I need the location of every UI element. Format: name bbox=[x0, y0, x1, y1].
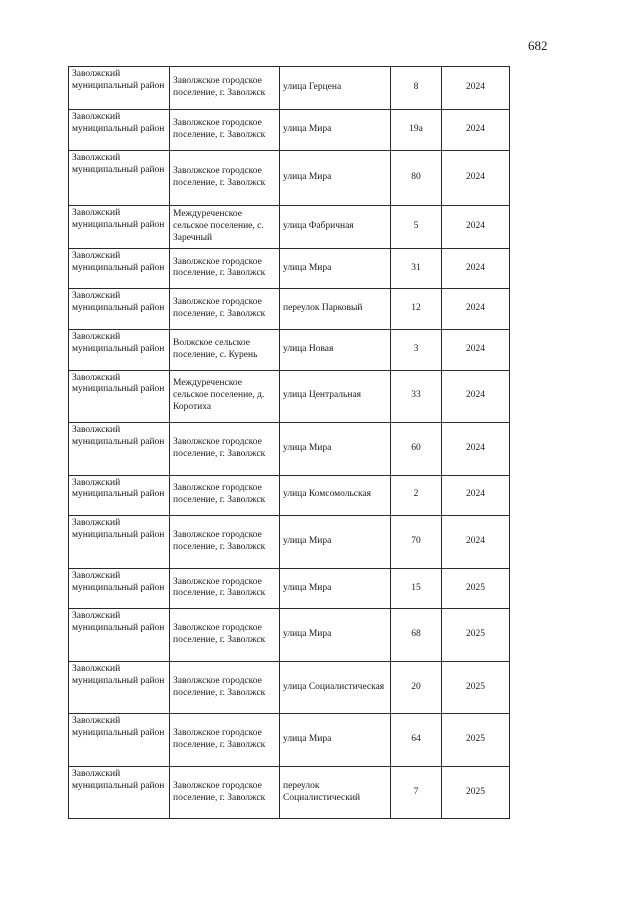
settlement-cell: Волжское сельское поселение, с. Курень bbox=[170, 329, 280, 370]
house-number-cell: 7 bbox=[391, 766, 442, 819]
district-cell: Заволжский муниципальный район bbox=[69, 714, 170, 767]
table-row bbox=[69, 661, 510, 714]
street-cell: улица Герцена bbox=[280, 67, 391, 110]
settlement-cell: Заволжское городское поселение, г. Заволжск bbox=[170, 110, 280, 151]
house-number-cell: 8 bbox=[391, 67, 442, 110]
district-cell: Заволжский муниципальный район bbox=[69, 150, 170, 205]
table-row bbox=[69, 67, 510, 110]
year-cell: 2024 bbox=[442, 67, 510, 110]
repair-schedule-table bbox=[68, 66, 510, 819]
settlement-cell: Заволжское городское поселение, г. Заволжск bbox=[170, 475, 280, 516]
house-number-cell: 31 bbox=[391, 248, 442, 289]
district-cell: Заволжский муниципальный район bbox=[69, 370, 170, 423]
street-cell: улица Социалистическая bbox=[280, 661, 391, 714]
district-cell: Заволжский муниципальный район bbox=[69, 475, 170, 516]
table-row bbox=[69, 150, 510, 205]
table-row bbox=[69, 248, 510, 289]
settlement-cell: Заволжское городское поселение, г. Заволжск bbox=[170, 568, 280, 609]
street-cell: улица Фабричная bbox=[280, 205, 391, 248]
street-cell: улица Мира bbox=[280, 609, 391, 662]
house-number-cell: 2 bbox=[391, 475, 442, 516]
table-row bbox=[69, 475, 510, 516]
table-row bbox=[69, 766, 510, 819]
year-cell: 2025 bbox=[442, 661, 510, 714]
year-cell: 2024 bbox=[442, 370, 510, 423]
year-cell: 2025 bbox=[442, 609, 510, 662]
settlement-cell: Междуреченское сельское поселение, д. Коротиха bbox=[170, 370, 280, 423]
district-cell: Заволжский муниципальный район bbox=[69, 205, 170, 248]
street-cell: улица Новая bbox=[280, 329, 391, 370]
year-cell: 2024 bbox=[442, 423, 510, 476]
district-cell: Заволжский муниципальный район bbox=[69, 289, 170, 330]
settlement-cell: Заволжское городское поселение, г. Заволжск bbox=[170, 248, 280, 289]
settlement-cell: Заволжское городское поселение, г. Заволжск bbox=[170, 609, 280, 662]
house-number-cell: 5 bbox=[391, 205, 442, 248]
year-cell: 2024 bbox=[442, 248, 510, 289]
year-cell: 2025 bbox=[442, 714, 510, 767]
district-cell: Заволжский муниципальный район bbox=[69, 67, 170, 110]
street-cell: улица Мира bbox=[280, 714, 391, 767]
street-cell: улица Комсомольская bbox=[280, 475, 391, 516]
street-cell: улица Мира bbox=[280, 516, 391, 569]
house-number-cell: 20 bbox=[391, 661, 442, 714]
house-number-cell: 15 bbox=[391, 568, 442, 609]
house-number-cell: 64 bbox=[391, 714, 442, 767]
table-row bbox=[69, 205, 510, 248]
street-cell: улица Мира bbox=[280, 150, 391, 205]
house-number-cell: 3 bbox=[391, 329, 442, 370]
table-row bbox=[69, 423, 510, 476]
street-cell: переулок Социалистический bbox=[280, 766, 391, 819]
year-cell: 2025 bbox=[442, 568, 510, 609]
district-cell: Заволжский муниципальный район bbox=[69, 248, 170, 289]
table-row bbox=[69, 110, 510, 151]
street-cell: переулок Парковый bbox=[280, 289, 391, 330]
house-number-cell: 19а bbox=[391, 110, 442, 151]
year-cell: 2024 bbox=[442, 516, 510, 569]
settlement-cell: Заволжское городское поселение, г. Заволжск bbox=[170, 516, 280, 569]
settlement-cell: Заволжское городское поселение, г. Заволжск bbox=[170, 661, 280, 714]
settlement-cell: Заволжское городское поселение, г. Заволжск bbox=[170, 423, 280, 476]
settlement-cell: Заволжское городское поселение, г. Заволжск bbox=[170, 714, 280, 767]
district-cell: Заволжский муниципальный район bbox=[69, 568, 170, 609]
year-cell: 2024 bbox=[442, 150, 510, 205]
year-cell: 2025 bbox=[442, 766, 510, 819]
street-cell: улица Мира bbox=[280, 423, 391, 476]
street-cell: улица Мира bbox=[280, 110, 391, 151]
settlement-cell: Заволжское городское поселение, г. Заволжск bbox=[170, 289, 280, 330]
table-row bbox=[69, 289, 510, 330]
street-cell: улица Мира bbox=[280, 568, 391, 609]
year-cell: 2024 bbox=[442, 110, 510, 151]
street-cell: улица Центральная bbox=[280, 370, 391, 423]
settlement-cell: Заволжское городское поселение, г. Заволжск bbox=[170, 150, 280, 205]
house-number-cell: 80 bbox=[391, 150, 442, 205]
district-cell: Заволжский муниципальный район bbox=[69, 766, 170, 819]
table-row bbox=[69, 714, 510, 767]
year-cell: 2024 bbox=[442, 475, 510, 516]
table-row bbox=[69, 609, 510, 662]
house-number-cell: 68 bbox=[391, 609, 442, 662]
district-cell: Заволжский муниципальный район bbox=[69, 110, 170, 151]
district-cell: Заволжский муниципальный район bbox=[69, 516, 170, 569]
house-number-cell: 33 bbox=[391, 370, 442, 423]
settlement-cell: Заволжское городское поселение, г. Заволжск bbox=[170, 766, 280, 819]
house-number-cell: 60 bbox=[391, 423, 442, 476]
district-cell: Заволжский муниципальный район bbox=[69, 423, 170, 476]
district-cell: Заволжский муниципальный район bbox=[69, 329, 170, 370]
table-body bbox=[69, 67, 510, 819]
house-number-cell: 12 bbox=[391, 289, 442, 330]
settlement-cell: Заволжское городское поселение, г. Заволжск bbox=[170, 67, 280, 110]
settlement-cell: Междуреченское сельское поселение, с. Заречный bbox=[170, 205, 280, 248]
house-number-cell: 70 bbox=[391, 516, 442, 569]
district-cell: Заволжский муниципальный район bbox=[69, 609, 170, 662]
street-cell: улица Мира bbox=[280, 248, 391, 289]
table-row bbox=[69, 568, 510, 609]
year-cell: 2024 bbox=[442, 289, 510, 330]
table-row bbox=[69, 329, 510, 370]
page-number: 682 bbox=[528, 38, 548, 53]
district-cell: Заволжский муниципальный район bbox=[69, 661, 170, 714]
year-cell: 2024 bbox=[442, 329, 510, 370]
table-row bbox=[69, 370, 510, 423]
year-cell: 2024 bbox=[442, 205, 510, 248]
table-row bbox=[69, 516, 510, 569]
